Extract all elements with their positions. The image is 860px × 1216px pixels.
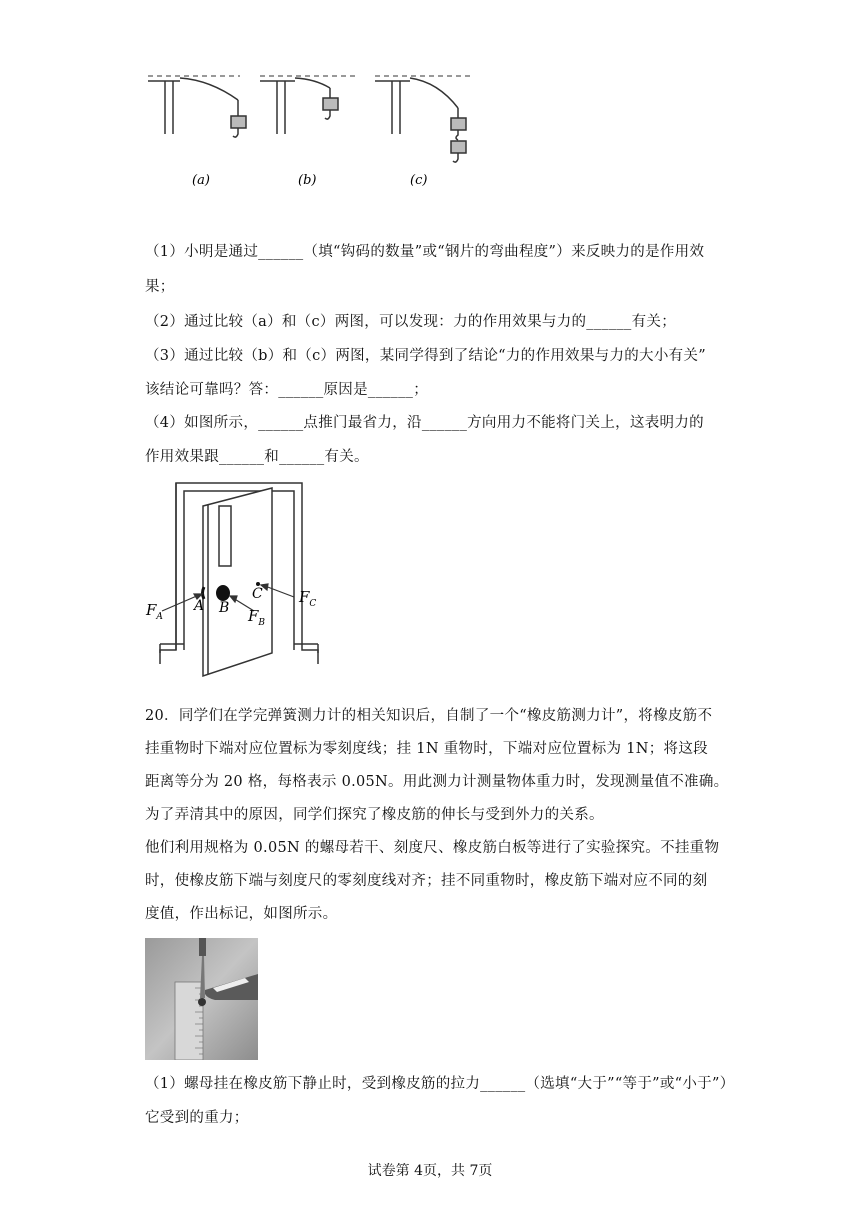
q20-line7: 度值，作出标记，如图所示。 [145,906,338,922]
point-c-label: C [252,586,263,602]
label-b: (b) [298,173,317,188]
rubber-band-photo [145,938,258,1060]
q19-part4-line1: （4）如图所示，______点推门最省力，沿______方向用力不能将门关上，这表明力的 [145,415,704,431]
page-footer: 试卷第 4页，共 7页 [367,1163,493,1179]
q20-line4: 为了弄清其中的原因，同学们探究了橡皮筋的伸长与受到外力的关系。 [145,807,604,823]
q19-part1-line2: 果； [145,279,175,295]
q19-part1-line1: （1）小明是通过______（填“钩码的数量”或“钢片的弯曲程度”）来反映力的是作用效 [145,244,705,260]
q20-line1: 20．同学们在学完弹簧测力计的相关知识后，自制了一个“橡皮筋测力计”，将橡皮筋不 [145,708,713,724]
force-c-label: $F_C$ [299,588,317,609]
q20-sub1-line2: 它受到的重力； [145,1110,249,1126]
steel-strip-figure [140,68,480,193]
door-figure [142,478,332,678]
q19-part3-line1: （3）通过比较（b）和（c）两图，某同学得到了结论“力的作用效果与力的大小有关” [145,348,706,364]
label-a: (a) [192,173,210,188]
force-b-label: $F_B$ [248,607,266,628]
q20-sub1-line1: （1）螺母挂在橡皮筋下静止时，受到橡皮筋的拉力______（选填“大于”“等于”或“小于”） [145,1076,735,1092]
point-b-label: B [219,600,230,616]
q20-line3: 距离等分为 20 格，每格表示 0.05N。用此测力计测量物体重力时，发现测量值不准确。 [145,774,729,790]
q19-part4-line2: 作用效果跟______和______有关。 [145,449,369,465]
q20-line6: 时，使橡皮筋下端与刻度尺的零刻度线对齐；挂不同重物时，橡皮筋下端对应不同的刻 [145,873,708,889]
point-a-label: A [194,598,205,614]
q20-line2: 挂重物时下端对应位置标为零刻度线；挂 1N 重物时，下端对应位置标为 1N；将这段 [145,741,708,757]
label-c: (c) [410,173,428,188]
q19-part3-line2: 该结论可靠吗？答：______原因是______； [145,382,428,398]
force-a-label: $F_A$ [146,601,163,622]
q19-part2: （2）通过比较（a）和（c）两图，可以发现：力的作用效果与力的______有关； [145,314,676,330]
q20-line5: 他们利用规格为 0.05N 的螺母若干、刻度尺、橡皮筋白板等进行了实验探究。不挂重物 [145,840,720,856]
